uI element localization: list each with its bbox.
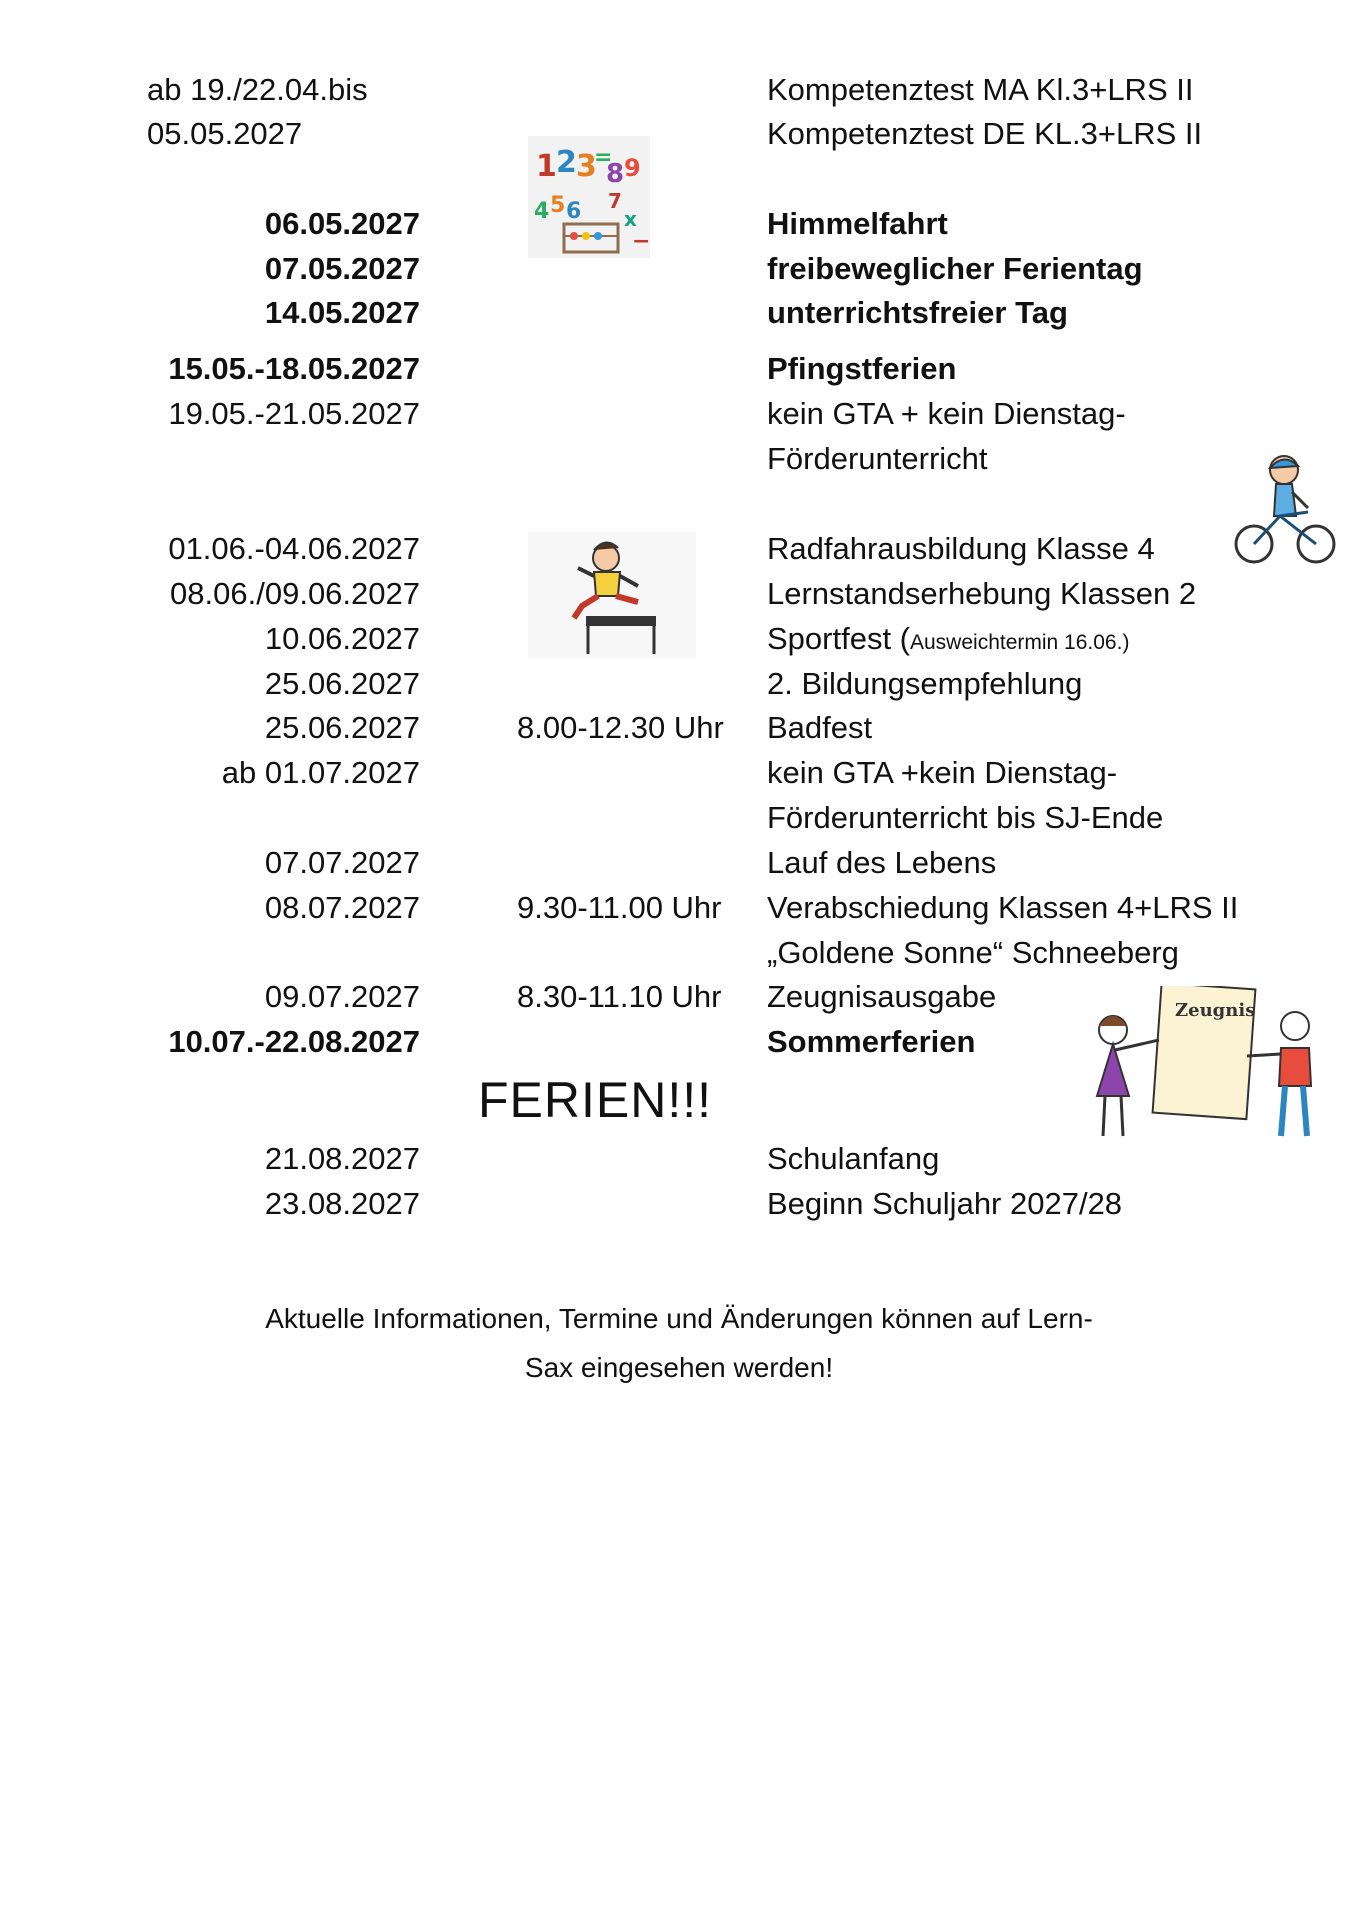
row-date: ab 19./22.04.bis bbox=[147, 72, 368, 107]
row-date: 25.06.2027 bbox=[264, 710, 420, 745]
row-date: 07.07.2027 bbox=[264, 845, 420, 880]
row-date: 01.06.-04.06.2027 bbox=[168, 531, 420, 566]
row-date: 10.07.-22.08.2027 bbox=[168, 1024, 420, 1059]
row-date: 21.08.2027 bbox=[264, 1141, 420, 1176]
svg-text:4: 4 bbox=[534, 199, 550, 224]
svg-text:2: 2 bbox=[556, 145, 577, 180]
row-date: 07.05.2027 bbox=[264, 251, 420, 286]
row-date: 15.05.-18.05.2027 bbox=[168, 351, 420, 386]
row-event-continued: „Goldene Sonne“ Schneeberg bbox=[767, 935, 1179, 970]
row-date: 19.05.-21.05.2027 bbox=[168, 396, 420, 431]
row-event: Verabschiedung Klassen 4+LRS II bbox=[767, 890, 1239, 925]
row-event-continued: Förderunterricht bis SJ-Ende bbox=[767, 800, 1164, 835]
row-time: 9.30-11.00 Uhr bbox=[517, 890, 722, 925]
row-date: 05.05.2027 bbox=[147, 116, 303, 151]
row-event: kein GTA + kein Dienstag- bbox=[767, 396, 1126, 431]
footer-line: Aktuelle Informationen, Termine und Änderungen können auf Lern- bbox=[265, 1303, 1093, 1334]
row-event: Schulanfang bbox=[767, 1141, 940, 1176]
row-event: Lauf des Lebens bbox=[767, 845, 997, 880]
cyclist-clipart-icon bbox=[1232, 450, 1342, 570]
row-date: 10.06.2027 bbox=[264, 621, 420, 656]
row-event: freibeweglicher Ferientag bbox=[767, 251, 1143, 286]
footer-line: Sax eingesehen werden! bbox=[524, 1352, 834, 1383]
row-event: Lernstandserhebung Klassen 2 bbox=[767, 576, 1197, 611]
row-time: 8.30-11.10 Uhr bbox=[517, 979, 722, 1014]
row-event: Kompetenztest DE KL.3+LRS II bbox=[767, 116, 1203, 151]
row-event: unterrichtsfreier Tag bbox=[767, 295, 1068, 330]
svg-text:9: 9 bbox=[624, 154, 641, 182]
zeugnis-text: Zeugnis bbox=[1175, 1000, 1256, 1021]
row-event: Zeugnisausgabe bbox=[767, 979, 997, 1014]
svg-text:6: 6 bbox=[566, 199, 582, 224]
svg-text:−: − bbox=[632, 229, 650, 254]
svg-text:8: 8 bbox=[606, 159, 625, 189]
row-date: 14.05.2027 bbox=[264, 295, 420, 330]
row-date: 08.06./09.06.2027 bbox=[170, 576, 420, 611]
row-event: Kompetenztest MA Kl.3+LRS II bbox=[767, 72, 1194, 107]
row-date: 23.08.2027 bbox=[264, 1186, 420, 1221]
svg-text:1: 1 bbox=[536, 149, 557, 184]
row-date: 08.07.2027 bbox=[264, 890, 420, 925]
row-event-continued: Förderunterricht bbox=[767, 441, 988, 476]
svg-text:=: = bbox=[594, 145, 613, 170]
hurdler-clipart-icon bbox=[528, 532, 696, 658]
row-event: Radfahrausbildung Klasse 4 bbox=[767, 531, 1155, 566]
svg-text:5: 5 bbox=[550, 193, 566, 218]
footer-note bbox=[130, 1294, 1228, 1392]
ferien-banner: FERIEN!!! bbox=[478, 1072, 713, 1128]
row-date: 09.07.2027 bbox=[264, 979, 420, 1014]
row-event: kein GTA +kein Dienstag- bbox=[767, 755, 1118, 790]
row-event: Sommerferien bbox=[767, 1024, 976, 1059]
svg-text:x: x bbox=[624, 207, 637, 231]
row-date: 25.06.2027 bbox=[264, 666, 420, 701]
numbers-clipart-icon bbox=[528, 136, 650, 258]
svg-text:3: 3 bbox=[576, 149, 597, 184]
zeugnis-clipart-icon bbox=[1075, 986, 1337, 1152]
row-date: 06.05.2027 bbox=[264, 206, 420, 241]
row-event-text: Sportfest ( bbox=[767, 621, 910, 656]
row-event bbox=[767, 619, 1129, 663]
row-event-note: Ausweichtermin 16.06.) bbox=[910, 631, 1130, 654]
row-event: Pfingstferien bbox=[767, 351, 957, 386]
svg-text:7: 7 bbox=[608, 189, 622, 213]
row-event: 2. Bildungsempfehlung bbox=[767, 666, 1083, 701]
row-event: Himmelfahrt bbox=[767, 206, 948, 241]
row-event: Beginn Schuljahr 2027/28 bbox=[767, 1186, 1123, 1221]
row-time: 8.00-12.30 Uhr bbox=[517, 710, 724, 745]
row-date: ab 01.07.2027 bbox=[221, 755, 420, 790]
row-event: Badfest bbox=[767, 710, 873, 745]
